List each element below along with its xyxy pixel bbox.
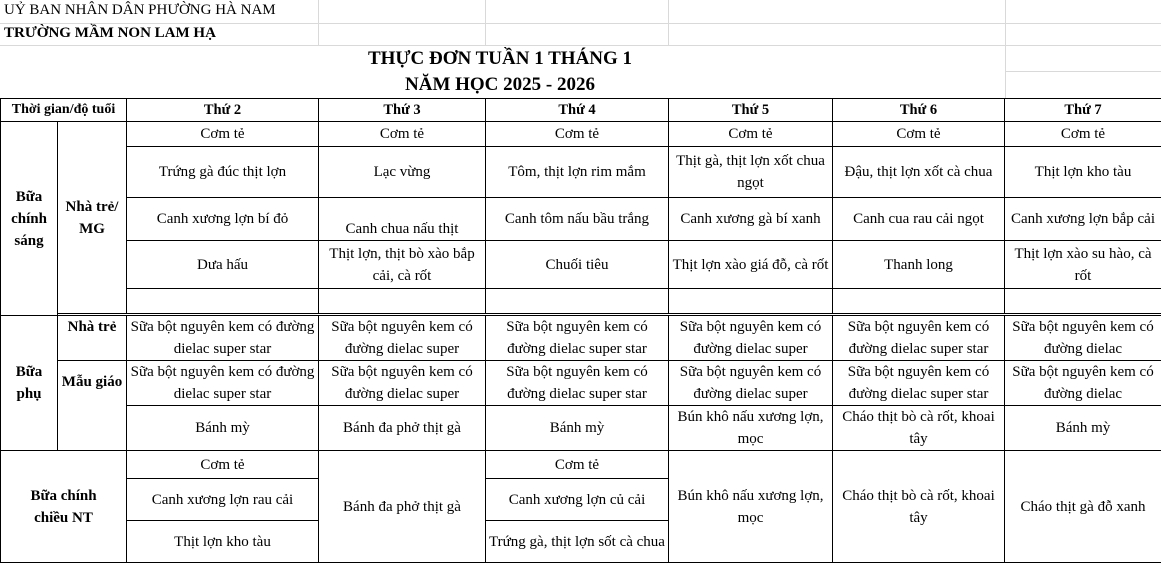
menu-title: THỰC ĐƠN TUẦN 1 THÁNG 1	[300, 48, 700, 70]
table-cell: Sữa bột nguyên kem có đường dielac super star	[486, 361, 669, 406]
table-cell: Canh xương gà bí xanh	[669, 198, 833, 241]
col-header-fri: Thứ 6	[833, 99, 1005, 122]
school-name: TRƯỜNG MẦM NON LAM HẠ	[4, 25, 216, 42]
table-cell: Bánh đa phở thịt gà	[319, 451, 486, 563]
table-cell: Cháo thịt bò cà rốt, khoai tây	[833, 451, 1005, 563]
table-cell: Sữa bột nguyên kem có đường dielac super star	[833, 316, 1005, 361]
group-nha-tre: Nhà trẻ	[58, 316, 127, 361]
table-cell: Cơm tẻ	[833, 122, 1005, 147]
empty-cell	[1005, 289, 1161, 314]
table-cell: Thịt lợn xào su hào, cà rốt	[1005, 241, 1161, 289]
table-cell: Sữa bột nguyên kem có đường dielac super	[319, 361, 486, 406]
section-main-morning: Bữa chính sáng	[1, 122, 58, 316]
table-cell: Cơm tẻ	[669, 122, 833, 147]
table-cell: Canh cua rau cải ngọt	[833, 198, 1005, 241]
table-cell: Canh xương lợn bí đỏ	[127, 198, 319, 241]
table-cell: Cơm tẻ	[486, 451, 669, 479]
table-cell: Cơm tẻ	[319, 122, 486, 147]
table-cell: Canh chua nấu thịt	[319, 198, 486, 241]
section-main-afternoon: Bữa chính chiều NT	[1, 451, 127, 563]
col-header-wed: Thứ 4	[486, 99, 669, 122]
table-cell: Sữa bột nguyên kem có đường dielac	[1005, 361, 1161, 406]
table-row	[1, 198, 1161, 241]
table-cell: Dưa hấu	[127, 241, 319, 289]
table-cell: Cơm tẻ	[1005, 122, 1161, 147]
table-row	[1, 406, 1161, 451]
table-cell: Thịt lợn kho tàu	[127, 521, 319, 563]
col-header-sat: Thứ 7	[1005, 99, 1161, 122]
table-row	[1, 361, 1161, 406]
table-cell: Bánh mỳ	[1005, 406, 1161, 451]
table-cell: Sữa bột nguyên kem có đường dielac super	[669, 361, 833, 406]
col-header-mon: Thứ 2	[127, 99, 319, 122]
table-cell: Sữa bột nguyên kem có đường dielac super	[319, 316, 486, 361]
school-year: NĂM HỌC 2025 - 2026	[300, 74, 700, 96]
table-cell: Thịt gà, thịt lợn xốt chua ngọt	[669, 147, 833, 198]
table-cell: Thịt lợn kho tàu	[1005, 147, 1161, 198]
table-cell: Sữa bột nguyên kem có đường dielac super	[669, 316, 833, 361]
col-header-tue: Thứ 3	[319, 99, 486, 122]
table-cell: Sữa bột nguyên kem có đường dielac super star	[127, 361, 319, 406]
group-mau-giao: Mẫu giáo	[58, 361, 127, 451]
table-cell: Canh xương lợn rau cải	[127, 479, 319, 521]
table-cell: Bánh mỳ	[486, 406, 669, 451]
table-header-row	[1, 99, 1161, 122]
table-cell: Bánh đa phở thịt gà	[319, 406, 486, 451]
table-cell: Bánh mỳ	[127, 406, 319, 451]
table-cell: Thanh long	[833, 241, 1005, 289]
table-cell: Cơm tẻ	[486, 122, 669, 147]
table-cell: Tôm, thịt lợn rim mắm	[486, 147, 669, 198]
col-header-thu: Thứ 5	[669, 99, 833, 122]
table-cell: Trứng gà đúc thịt lợn	[127, 147, 319, 198]
table-cell: Canh xương lợn bắp cải	[1005, 198, 1161, 241]
col-header-time-age: Thời gian/độ tuổi	[1, 99, 127, 122]
table-row	[1, 122, 1161, 147]
group-nt-mg: Nhà trẻ/ MG	[58, 122, 127, 314]
table-row	[1, 147, 1161, 198]
section-snack: Bữa phụ	[1, 316, 58, 451]
table-cell: Canh tôm nấu bầu trắng	[486, 198, 669, 241]
table-cell: Thịt lợn, thịt bò xào bắp cải, cà rốt	[319, 241, 486, 289]
table-cell: Canh xương lợn củ cải	[486, 479, 669, 521]
table-cell: Sữa bột nguyên kem có đường dielac super star	[127, 316, 319, 361]
empty-cell	[486, 289, 669, 314]
table-cell: Cháo thịt bò cà rốt, khoai tây	[833, 406, 1005, 451]
empty-cell	[833, 289, 1005, 314]
table-cell: Bún khô nấu xương lợn, mọc	[669, 406, 833, 451]
org-name: UỶ BAN NHÂN DÂN PHƯỜNG HÀ NAM	[4, 2, 276, 19]
table-cell: Đậu, thịt lợn xốt cà chua	[833, 147, 1005, 198]
table-cell: Lạc vừng	[319, 147, 486, 198]
table-cell: Cơm tẻ	[127, 451, 319, 479]
table-cell: Trứng gà, thịt lợn sốt cà chua	[486, 521, 669, 563]
table-row	[1, 316, 1161, 361]
table-cell: Sữa bột nguyên kem có đường dielac	[1005, 316, 1161, 361]
empty-cell	[319, 289, 486, 314]
table-cell: Cơm tẻ	[127, 122, 319, 147]
table-cell: Sữa bột nguyên kem có đường dielac super star	[486, 316, 669, 361]
table-row	[1, 241, 1161, 289]
table-cell: Sữa bột nguyên kem có đường dielac super star	[833, 361, 1005, 406]
table-cell: Cháo thịt gà đỗ xanh	[1005, 451, 1161, 563]
empty-cell	[669, 289, 833, 314]
empty-cell	[127, 289, 319, 314]
table-cell: Thịt lợn xào giá đỗ, cà rốt	[669, 241, 833, 289]
table-row	[1, 289, 1161, 314]
table-cell: Bún khô nấu xương lợn, mọc	[669, 451, 833, 563]
menu-table	[0, 98, 1161, 563]
table-cell: Chuối tiêu	[486, 241, 669, 289]
table-row	[1, 451, 1161, 479]
